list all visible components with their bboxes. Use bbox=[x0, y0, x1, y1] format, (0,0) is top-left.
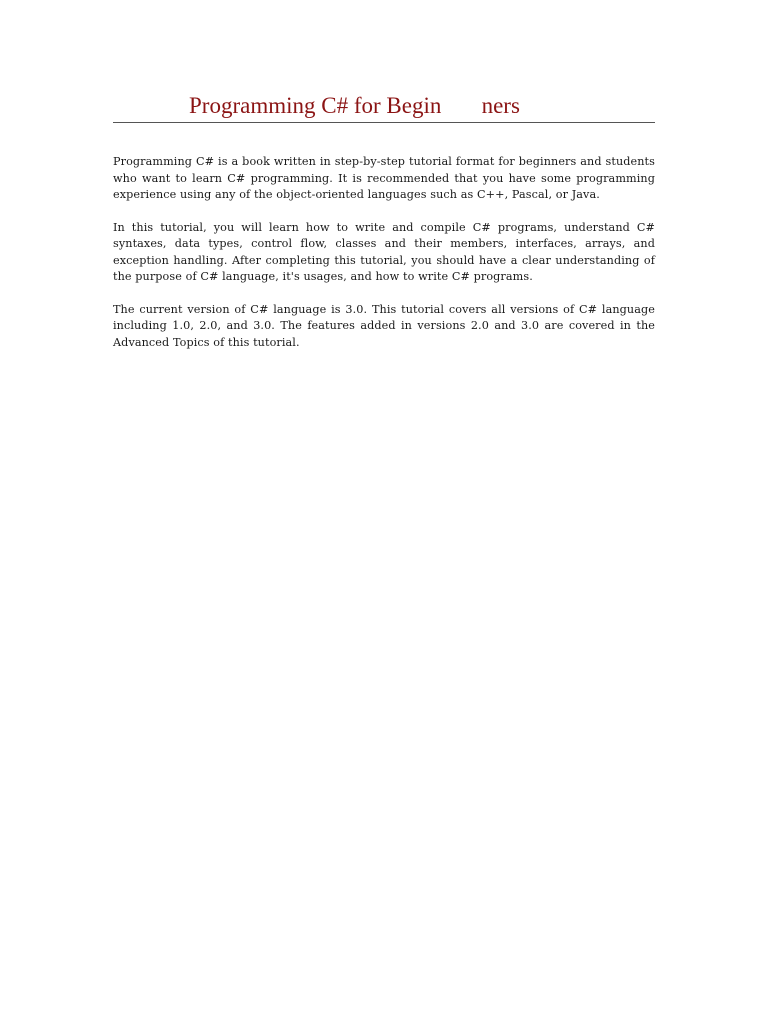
paragraph-intro: Programming C# is a book written in step-by-step tutorial format for beginners and students who want to learn C# programming. It is recommended that you have some programming experience using any of the object-oriented languages such as C++, Pascal, or Java. bbox=[113, 155, 655, 201]
paragraph-version-info: The current version of C# language is 3.0. This tutorial covers all versions of C# language including 1.0, 2.0, and 3.0. The features added in versions 2.0 and 3.0 are covered in the Advanced Topics of this tutorial. bbox=[113, 302, 655, 349]
paragraph-learning-goals: In this tutorial, you will learn how to write and compile C# programs, understand C# syntaxes, data types, control flow, classes and their members, interfaces, arrays, and exception handling. After completing this tutorial, you should have a clear understanding of the purpose of C# language, it's usages, and how to write C# programs. bbox=[113, 220, 655, 283]
title-block bbox=[113, 92, 655, 123]
document-body bbox=[113, 154, 655, 367]
document-title: Programming C# for Begin ners bbox=[189, 93, 520, 118]
